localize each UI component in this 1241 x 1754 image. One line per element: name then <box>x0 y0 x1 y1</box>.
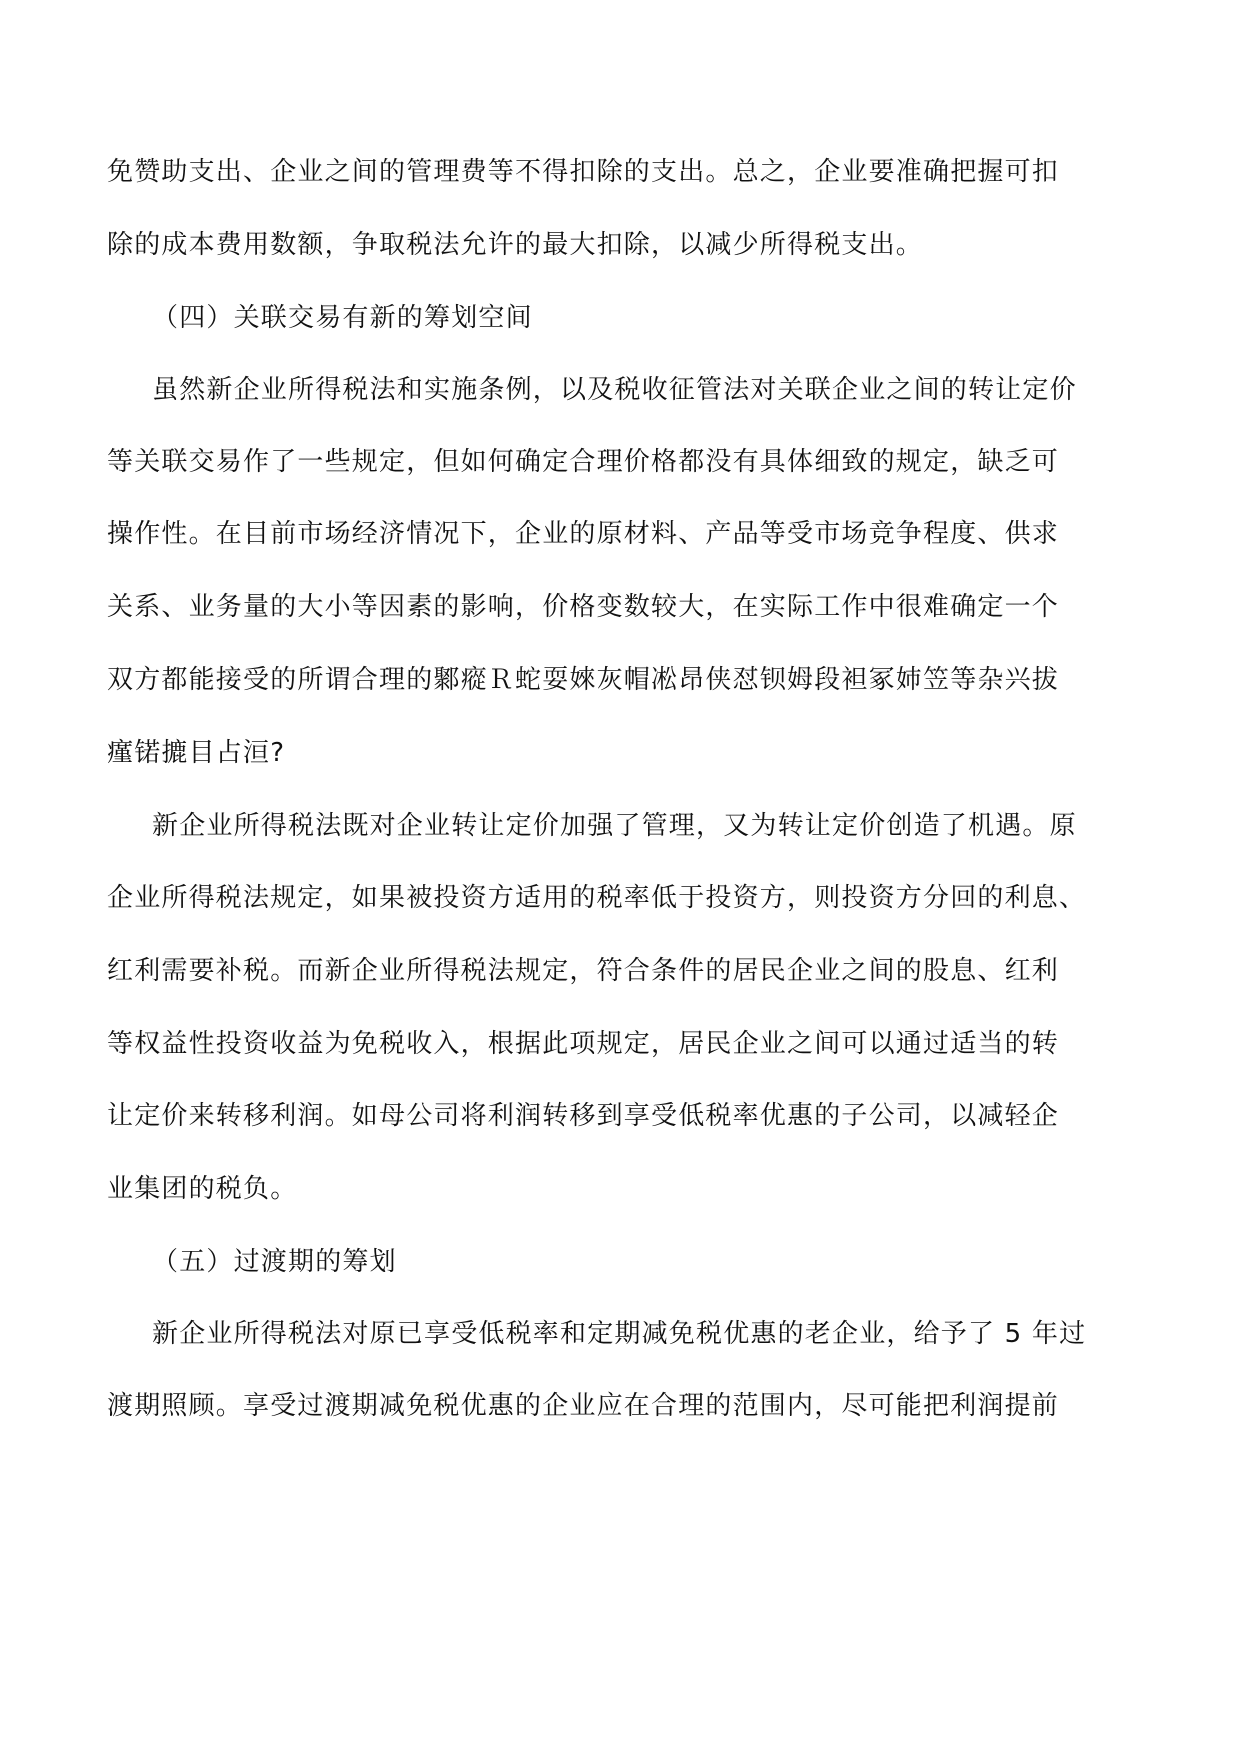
paragraph-line: 双方都能接受的所谓合理的鄹瘲Ｒ蛇耍婡灰帽凇昂侠怼钡姆段袒冢姉笠等杂兴拔 <box>107 665 1060 695</box>
paragraph-line: 等关联交易作了一些规定，但如何确定合理价格都没有具体细致的规定，缺乏可 <box>107 447 1060 477</box>
paragraph-line: 等权益性投资收益为免税收入，根据此项规定，居民企业之间可以通过适当的转 <box>107 1029 1060 1059</box>
paragraph-line: 免赞助支出、企业之间的管理费等不得扣除的支出。总之，企业要准确把握可扣 <box>107 157 1060 187</box>
paragraph-line: 新企业所得税法对原已享受低税率和定期减免税优惠的老企业，给予了 5 年过 <box>152 1319 1087 1349</box>
paragraph-line: 让定价来转移利润。如母公司将利润转移到享受低税率优惠的子公司，以减轻企 <box>107 1101 1060 1131</box>
paragraph-line: 业集团的税负。 <box>107 1174 298 1204</box>
paragraph-line: 除的成本费用数额，争取税法允许的最大扣除，以减少所得税支出。 <box>107 230 924 260</box>
paragraph-line: 企业所得税法规定，如果被投资方适用的税率低于投资方，则投资方分回的利息、 <box>107 883 1087 913</box>
paragraph-line: 渡期照顾。享受过渡期减免税优惠的企业应在合理的范围内，尽可能把利润提前 <box>107 1391 1060 1421</box>
paragraph-line: 新企业所得税法既对企业转让定价加强了管理，又为转让定价创造了机遇。原 <box>152 811 1077 841</box>
paragraph-line: 操作性。在目前市场经济情况下，企业的原材料、产品等受市场竞争程度、供求 <box>107 519 1060 549</box>
paragraph-line: 虽然新企业所得税法和实施条例，以及税收征管法对关联企业之间的转让定价 <box>152 375 1077 405</box>
section-heading: （五）过渡期的筹划 <box>152 1247 397 1277</box>
paragraph-line: 红利需要补税。而新企业所得税法规定，符合条件的居民企业之间的股息、红利 <box>107 956 1060 986</box>
paragraph-line: 关系、业务量的大小等因素的影响，价格变数较大，在实际工作中很难确定一个 <box>107 592 1060 622</box>
paragraph-line: 瘽锘摝目占洹? <box>107 738 286 768</box>
section-heading: （四）关联交易有新的筹划空间 <box>152 303 533 333</box>
